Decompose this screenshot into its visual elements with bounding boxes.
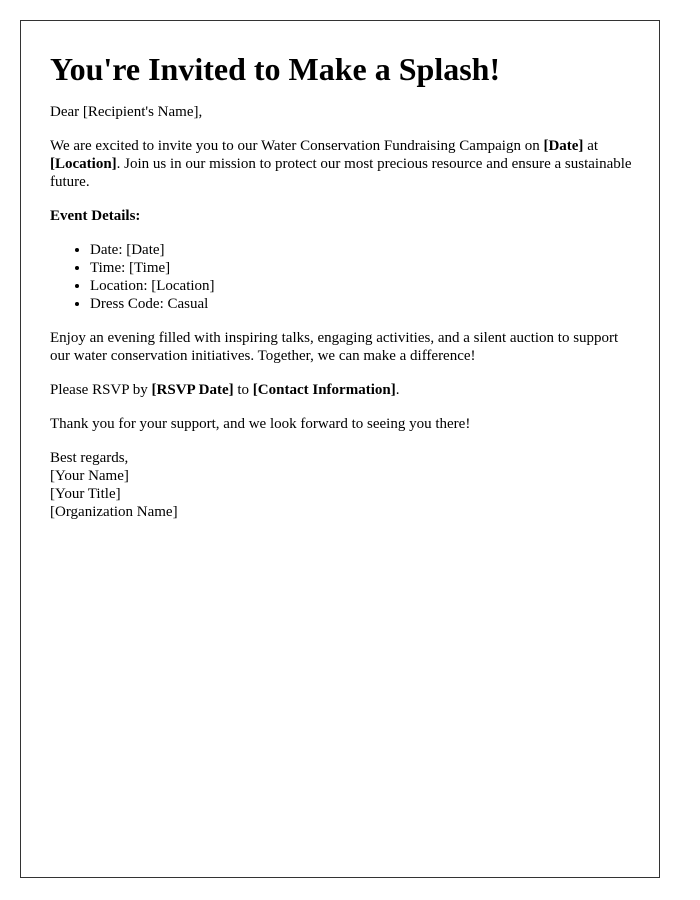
detail-date: • Date: [Date]: [90, 241, 640, 259]
letter-title: You're Invited to Make a Splash!: [50, 51, 501, 87]
body-paragraph: Enjoy an evening filled with inspiring talks, engaging activities, and a silent auction to support our water conservation initiatives. Together, we can make a difference!: [50, 330, 619, 364]
closing: Best regards,: [50, 450, 129, 466]
sender-title: [Your Title]: [50, 486, 121, 502]
rsvp-date-placeholder: [RSVP Date]: [151, 382, 234, 398]
intro-text-1: We are excited to invite you to our Water Conservation Fundraising Campaign on: [50, 138, 544, 154]
event-details-list: [50, 241, 640, 313]
event-details-heading: Event Details:: [50, 208, 141, 224]
rsvp-text-3: .: [395, 382, 400, 398]
thanks-paragraph: Thank you for your support, and we look forward to seeing you there!: [50, 416, 471, 432]
intro-text-3: . Join us in our mission to protect our most precious resource and ensure a sustainable future.: [50, 156, 632, 190]
detail-time: • Time: [Time]: [90, 259, 640, 277]
event-location-placeholder: [Location]: [50, 156, 117, 172]
signature-block: [50, 449, 640, 521]
sender-name: [Your Name]: [50, 468, 129, 484]
intro-text-2: at: [583, 138, 599, 154]
contact-info-placeholder: [Contact Information]: [252, 382, 396, 398]
organization-name: [Organization Name]: [50, 504, 178, 520]
salutation: Dear [Recipient's Name],: [50, 104, 203, 120]
rsvp-paragraph: [50, 381, 640, 399]
rsvp-text-2: to: [233, 382, 253, 398]
letter-content: [50, 51, 640, 537]
event-date-placeholder: [Date]: [543, 138, 584, 154]
detail-location: • Location: [Location]: [90, 277, 640, 295]
letter-page: [20, 20, 660, 878]
intro-paragraph: [50, 137, 640, 191]
rsvp-text-1: Please RSVP by: [50, 382, 152, 398]
detail-dress-code: • Dress Code: Casual: [90, 295, 640, 313]
